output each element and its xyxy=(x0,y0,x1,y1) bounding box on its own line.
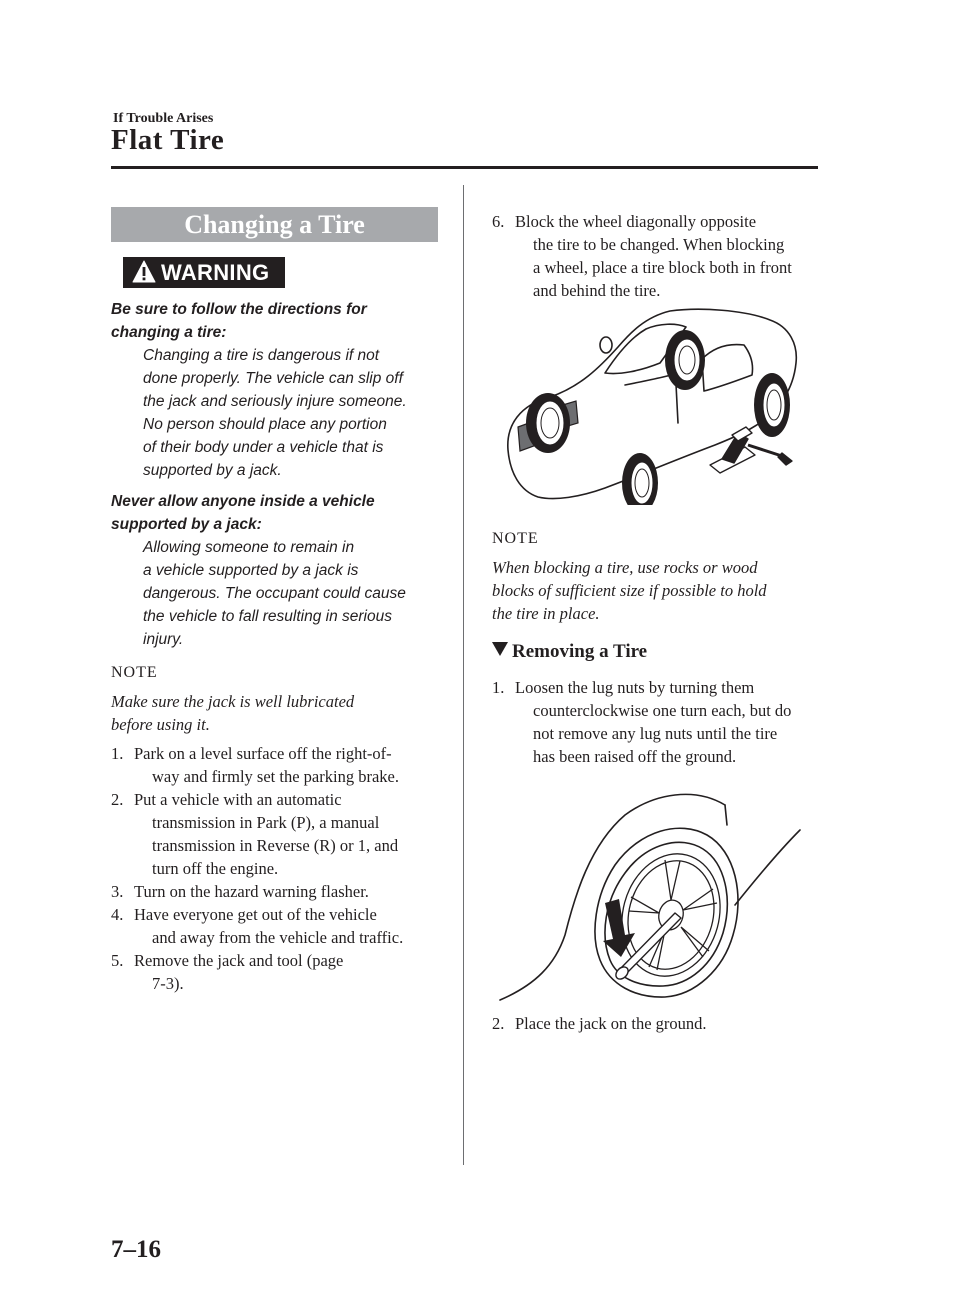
removing-step-1: 1. Loosen the lug nuts by turning them counterclockwise one turn each, but do not remove any lug nuts until the tire has been raised off the ground. xyxy=(492,678,792,766)
warning-body-1: Changing a tire is dangerous if not done properly. The vehicle can slip off the jack and seriously injure someone. No person should place any portion of their body under a vehicle that is supported by a jack. xyxy=(143,347,407,479)
triangle-bullet-icon xyxy=(492,642,508,656)
blocked-wheel xyxy=(526,393,570,453)
warning-title-2: Never allow anyone inside a vehicle supported by a jack: xyxy=(111,493,375,533)
header-rule xyxy=(111,166,818,169)
note-label-1: NOTE xyxy=(111,664,158,681)
warning-badge xyxy=(123,257,285,288)
note-text-2: When blocking a tire, use rocks or wood blocks of sufficient size if possible to hold the tire in place. xyxy=(492,558,767,623)
step-1: 1. Park on a level surface off the right-of- way and firmly set the parking brake. xyxy=(111,744,399,786)
section-heading: Changing a Tire xyxy=(111,207,438,242)
page-number: 7–16 xyxy=(111,1236,161,1263)
chapter-title: Flat Tire xyxy=(111,124,225,156)
car-jack-illustration xyxy=(500,305,810,505)
note-label-2: NOTE xyxy=(492,530,539,547)
lug-wrench-illustration xyxy=(495,785,815,1005)
step-6: 6. Block the wheel diagonally opposite the tire to be changed. When blocking a wheel, place a tire block both in front and behind the tire. xyxy=(492,212,792,300)
removing-step-2: 2. Place the jack on the ground. xyxy=(492,1014,707,1033)
step-2: 2. Put a vehicle with an automatic transmission in Park (P), a manual transmission in Reverse (R) or 1, and turn off the engine. xyxy=(111,790,399,878)
warning-body-2: Allowing someone to remain in a vehicle supported by a jack is dangerous. The occupant could cause the vehicle to fall resulting in serious injury. xyxy=(143,539,406,648)
step-3: 3. Turn on the hazard warning flasher. xyxy=(111,882,369,901)
warning-triangle-icon xyxy=(132,260,156,284)
step-5: 5. Remove the jack and tool (page 7-3). xyxy=(111,951,344,993)
warning-title-1: Be sure to follow the directions for changing a tire: xyxy=(111,301,367,341)
column-divider xyxy=(463,185,464,1165)
warning-label: WARNING xyxy=(161,260,270,285)
note-text-1: Make sure the jack is well lubricated before using it. xyxy=(111,692,355,734)
section-label: If Trouble Arises xyxy=(113,111,214,126)
subsection-heading: Removing a Tire xyxy=(492,641,647,663)
step-4: 4. Have everyone get out of the vehicle and away from the vehicle and traffic. xyxy=(111,905,404,947)
